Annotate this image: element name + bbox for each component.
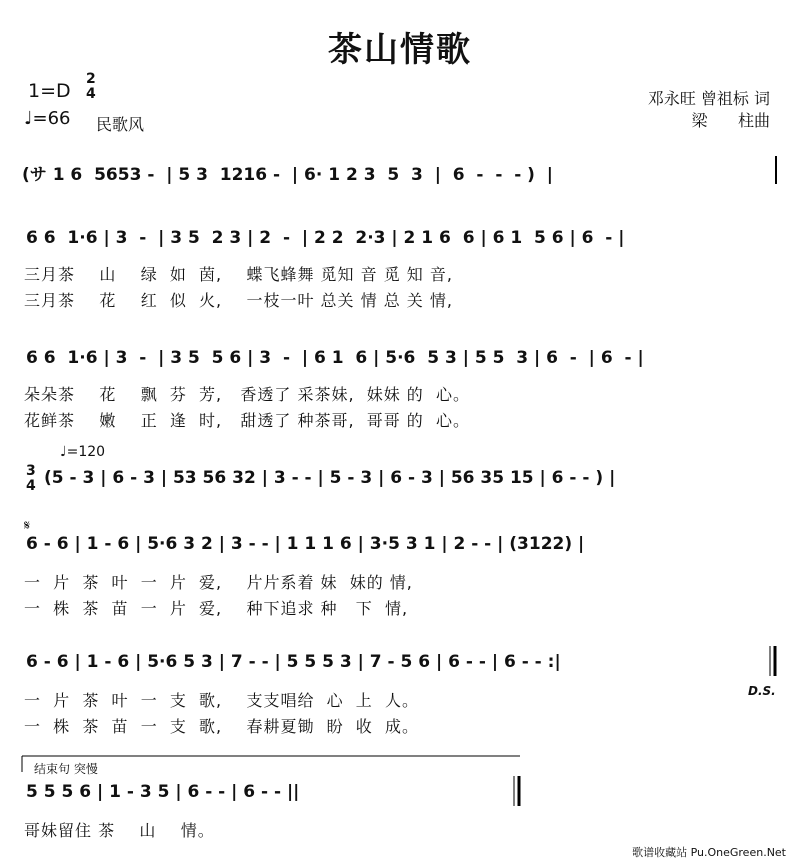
system-1-notes: (サ 1 6 5653 - | 5 3 1216 - | 6· 1 2 3 5 3 | 6 - - - ) | [22, 165, 554, 185]
segno-sign: 𝄋 [24, 518, 31, 534]
song-title: 茶山情歌 [328, 30, 472, 70]
system-5-notes: 6 - 6 | 1 - 6 | 5·6 3 2 | 3 - - | 1 1 1 6 | 3·5 3 1 | 2 - - | (3122) | [26, 534, 585, 554]
tempo-marking: ♩=66 [24, 108, 71, 129]
interlude-time-top: 3 [26, 463, 36, 479]
interlude-time-bottom: 4 [26, 478, 36, 494]
time-signature-bottom: 4 [86, 86, 96, 102]
ending-label: 结束句 突慢 [34, 762, 98, 776]
system-3-lyrics-1: 朵朵茶 花 飘 芬 芳, 香透了 采茶妹, 妹妹 的 心。 [24, 385, 470, 404]
system-7-notes: 5 5 5 6 | 1 - 3 5 | 6 - - | 6 - - || [26, 782, 300, 802]
system-6-lyrics-2: 一 株 茶 苗 一 支 歌, 春耕夏锄 盼 收 成。 [24, 717, 419, 736]
system-6-notes: 6 - 6 | 1 - 6 | 5·6 5 3 | 7 - - | 5 5 5 3 | 7 - 5 6 | 6 - - | 6 - - :| [26, 652, 561, 672]
site-watermark: 歌谱收藏站 Pu.OneGreen.Net [632, 846, 786, 859]
system-5-lyrics-2: 一 株 茶 苗 一 片 爱, 种下追求 种 下 情, [24, 599, 409, 618]
system-5-lyrics-1: 一 片 茶 叶 一 片 爱, 片片系着 妹 妹的 情, [24, 573, 413, 592]
key-signature: 1=D [28, 80, 71, 102]
style-marking: 民歌风 [96, 115, 145, 134]
system-3-notes: 6 6 1·6 | 3 - | 3 5 5 6 | 3 - | 6 1 6 | 5·6 5 3 | 5 5 3 | 6 - | 6 - | [26, 348, 644, 368]
time-signature-top: 2 [86, 71, 96, 87]
system-2-lyrics-1: 三月茶 山 绿 如 茵, 蝶飞蜂舞 觅知 音 觅 知 音, [24, 265, 453, 284]
dal-segno-mark: D.S. [748, 684, 776, 698]
interlude-tempo: ♩=120 [60, 444, 106, 460]
system-6-lyrics-1: 一 片 茶 叶 一 支 歌, 支支唱给 心 上 人。 [24, 691, 419, 710]
system-4-notes: (5 - 3 | 6 - 3 | 53 56 32 | 3 - - | 5 - 3 | 6 - 3 | 56 35 15 | 6 - - ) | [44, 468, 616, 488]
system-7-lyrics-1: 哥妹留住 茶 山 情。 [24, 821, 215, 840]
lyricist-credit: 邓永旺 曾祖标 词 [647, 89, 770, 108]
system-2-lyrics-2: 三月茶 花 红 似 火, 一枝一叶 总关 情 总 关 情, [24, 291, 453, 310]
composer-credit: 梁 柱曲 [691, 111, 770, 130]
system-2-notes: 6 6 1·6 | 3 - | 3 5 2 3 | 2 - | 2 2 2·3 | 2 1 6 6 | 6 1 5 6 | 6 - | [26, 228, 625, 248]
system-3-lyrics-2: 花鲜茶 嫩 正 逢 时, 甜透了 种茶哥, 哥哥 的 心。 [24, 411, 470, 430]
